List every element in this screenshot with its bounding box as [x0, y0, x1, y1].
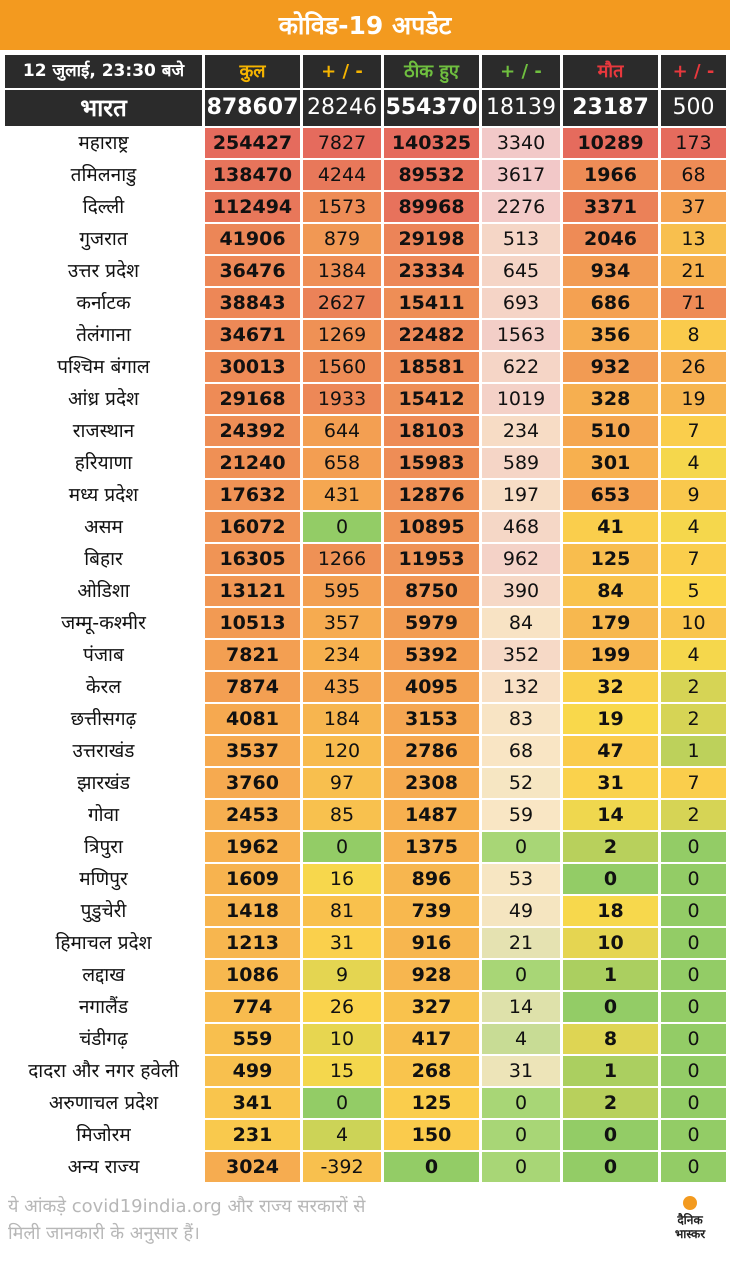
state-total-change: 97	[303, 768, 381, 798]
state-state: चंडीगढ़	[5, 1024, 202, 1054]
state-deaths-change: 8	[661, 320, 726, 350]
dainik-bhaskar-logo	[660, 1196, 720, 1250]
state-deaths-change: 173	[661, 128, 726, 158]
state-total-change: 234	[303, 640, 381, 670]
state-recovered-change: 83	[482, 704, 560, 734]
state-recovered-change: 2276	[482, 192, 560, 222]
state-row	[5, 640, 726, 670]
state-state: मिजोरम	[5, 1120, 202, 1150]
state-deaths: 10289	[563, 128, 658, 158]
state-deaths: 0	[563, 1120, 658, 1150]
state-recovered: 327	[384, 992, 479, 1022]
state-recovered-change: 0	[482, 1120, 560, 1150]
state-deaths: 1	[563, 1056, 658, 1086]
state-deaths: 686	[563, 288, 658, 318]
state-recovered-change: 589	[482, 448, 560, 478]
state-deaths-change: 13	[661, 224, 726, 254]
state-recovered: 29198	[384, 224, 479, 254]
state-state: तेलंगाना	[5, 320, 202, 350]
state-deaths: 19	[563, 704, 658, 734]
state-row	[5, 192, 726, 222]
state-deaths: 199	[563, 640, 658, 670]
state-deaths: 932	[563, 352, 658, 382]
state-row	[5, 352, 726, 382]
state-deaths-change: 0	[661, 1088, 726, 1118]
state-row	[5, 800, 726, 830]
state-total: 1609	[205, 864, 300, 894]
state-deaths-change: 1	[661, 736, 726, 766]
state-total: 138470	[205, 160, 300, 190]
state-total: 29168	[205, 384, 300, 414]
state-recovered-change: 53	[482, 864, 560, 894]
state-total: 499	[205, 1056, 300, 1086]
state-total-change: 357	[303, 608, 381, 638]
state-total-change: 81	[303, 896, 381, 926]
state-recovered: 2308	[384, 768, 479, 798]
state-total-change: 1266	[303, 544, 381, 574]
state-deaths-change: 19	[661, 384, 726, 414]
state-state: असम	[5, 512, 202, 542]
state-recovered-change: 1563	[482, 320, 560, 350]
state-deaths: 653	[563, 480, 658, 510]
state-total: 1213	[205, 928, 300, 958]
india-name: भारत	[5, 90, 202, 126]
others-recovered: 0	[384, 1152, 479, 1182]
state-deaths: 125	[563, 544, 658, 574]
state-deaths-change: 71	[661, 288, 726, 318]
state-row	[5, 576, 726, 606]
state-recovered: 89968	[384, 192, 479, 222]
state-deaths: 10	[563, 928, 658, 958]
state-deaths: 1	[563, 960, 658, 990]
state-total: 13121	[205, 576, 300, 606]
state-row	[5, 288, 726, 318]
state-state: उत्तर प्रदेश	[5, 256, 202, 286]
state-recovered: 18103	[384, 416, 479, 446]
state-recovered: 1375	[384, 832, 479, 862]
state-total-change: 10	[303, 1024, 381, 1054]
state-total: 16305	[205, 544, 300, 574]
india-row	[5, 90, 726, 126]
state-state: राजस्थान	[5, 416, 202, 446]
state-deaths-change: 0	[661, 960, 726, 990]
state-recovered-change: 84	[482, 608, 560, 638]
state-deaths-change: 0	[661, 896, 726, 926]
state-recovered: 22482	[384, 320, 479, 350]
state-deaths-change: 0	[661, 832, 726, 862]
state-row	[5, 768, 726, 798]
state-recovered-change: 14	[482, 992, 560, 1022]
state-recovered-change: 622	[482, 352, 560, 382]
state-total-change: 658	[303, 448, 381, 478]
state-total: 1418	[205, 896, 300, 926]
state-recovered-change: 468	[482, 512, 560, 542]
state-total-change: 26	[303, 992, 381, 1022]
state-recovered: 2786	[384, 736, 479, 766]
state-deaths-change: 10	[661, 608, 726, 638]
state-deaths-change: 26	[661, 352, 726, 382]
state-recovered-change: 390	[482, 576, 560, 606]
header-deaths: मौत	[563, 55, 658, 88]
state-recovered: 150	[384, 1120, 479, 1150]
state-total-change: 0	[303, 512, 381, 542]
state-total-change: 595	[303, 576, 381, 606]
state-recovered-change: 3617	[482, 160, 560, 190]
state-row	[5, 992, 726, 1022]
state-recovered: 1487	[384, 800, 479, 830]
state-recovered: 125	[384, 1088, 479, 1118]
state-recovered-change: 21	[482, 928, 560, 958]
state-deaths-change: 0	[661, 928, 726, 958]
state-row	[5, 1056, 726, 1086]
state-recovered-change: 352	[482, 640, 560, 670]
state-deaths: 84	[563, 576, 658, 606]
india-total: 878607	[205, 90, 300, 126]
state-state: ओडिशा	[5, 576, 202, 606]
state-recovered-change: 52	[482, 768, 560, 798]
state-deaths-change: 0	[661, 992, 726, 1022]
india-recovered: 554370	[384, 90, 479, 126]
state-deaths: 356	[563, 320, 658, 350]
india-deaths: 23187	[563, 90, 658, 126]
state-state: छत्तीसगढ़	[5, 704, 202, 734]
state-state: गोवा	[5, 800, 202, 830]
state-total-change: 1560	[303, 352, 381, 382]
state-state: हरियाणा	[5, 448, 202, 478]
state-deaths: 31	[563, 768, 658, 798]
state-total-change: 1933	[303, 384, 381, 414]
state-state: आंध्र प्रदेश	[5, 384, 202, 414]
state-deaths: 2	[563, 832, 658, 862]
sun-icon	[683, 1196, 697, 1210]
state-row	[5, 448, 726, 478]
state-state: तमिलनाडु	[5, 160, 202, 190]
state-row	[5, 608, 726, 638]
state-recovered-change: 59	[482, 800, 560, 830]
source-note-line1: ये आंकड़े covid19india.org और राज्य सरकारों से	[8, 1196, 366, 1217]
state-deaths-change: 7	[661, 768, 726, 798]
state-total-change: 0	[303, 1088, 381, 1118]
state-total-change: 0	[303, 832, 381, 862]
state-row	[5, 704, 726, 734]
state-deaths: 3371	[563, 192, 658, 222]
state-total: 559	[205, 1024, 300, 1054]
state-state: बिहार	[5, 544, 202, 574]
state-row	[5, 928, 726, 958]
state-recovered: 5392	[384, 640, 479, 670]
state-deaths-change: 7	[661, 544, 726, 574]
state-row	[5, 832, 726, 862]
state-recovered: 4095	[384, 672, 479, 702]
state-recovered: 916	[384, 928, 479, 958]
state-row	[5, 864, 726, 894]
state-deaths-change: 2	[661, 704, 726, 734]
state-deaths: 2046	[563, 224, 658, 254]
state-total: 38843	[205, 288, 300, 318]
state-total: 24392	[205, 416, 300, 446]
state-deaths-change: 2	[661, 800, 726, 830]
state-recovered: 3153	[384, 704, 479, 734]
state-total-change: 31	[303, 928, 381, 958]
state-total-change: 1573	[303, 192, 381, 222]
state-deaths-change: 9	[661, 480, 726, 510]
state-row	[5, 960, 726, 990]
header-row	[5, 55, 726, 88]
state-total-change: 7827	[303, 128, 381, 158]
state-recovered-change: 3340	[482, 128, 560, 158]
state-total: 2453	[205, 800, 300, 830]
state-row	[5, 128, 726, 158]
state-total-change: 879	[303, 224, 381, 254]
state-deaths: 41	[563, 512, 658, 542]
state-deaths-change: 7	[661, 416, 726, 446]
others-recovered-change: 0	[482, 1152, 560, 1182]
state-deaths-change: 0	[661, 864, 726, 894]
state-recovered: 896	[384, 864, 479, 894]
state-recovered: 268	[384, 1056, 479, 1086]
header-recovered: ठीक हुए	[384, 55, 479, 88]
state-deaths-change: 68	[661, 160, 726, 190]
state-deaths-change: 37	[661, 192, 726, 222]
state-state: केरल	[5, 672, 202, 702]
state-total-change: 16	[303, 864, 381, 894]
logo-line1: दैनिक	[677, 1213, 703, 1227]
state-state: लद्दाख	[5, 960, 202, 990]
state-row	[5, 256, 726, 286]
others-deaths-change: 0	[661, 1152, 726, 1182]
state-deaths-change: 4	[661, 512, 726, 542]
state-state: अरुणाचल प्रदेश	[5, 1088, 202, 1118]
state-total: 34671	[205, 320, 300, 350]
state-deaths-change: 2	[661, 672, 726, 702]
state-state: उत्तराखंड	[5, 736, 202, 766]
state-deaths: 934	[563, 256, 658, 286]
state-total-change: 15	[303, 1056, 381, 1086]
others-row	[5, 1152, 726, 1182]
state-recovered-change: 645	[482, 256, 560, 286]
header-total: कुल	[205, 55, 300, 88]
state-recovered: 15411	[384, 288, 479, 318]
state-total: 112494	[205, 192, 300, 222]
state-total: 41906	[205, 224, 300, 254]
state-total-change: 184	[303, 704, 381, 734]
others-total-change: -392	[303, 1152, 381, 1182]
state-row	[5, 512, 726, 542]
state-recovered: 5979	[384, 608, 479, 638]
state-row	[5, 672, 726, 702]
state-deaths: 18	[563, 896, 658, 926]
state-row	[5, 320, 726, 350]
state-deaths-change: 5	[661, 576, 726, 606]
header-total-change: + / -	[303, 55, 381, 88]
state-total-change: 2627	[303, 288, 381, 318]
state-state: पुडुचेरी	[5, 896, 202, 926]
state-recovered: 18581	[384, 352, 479, 382]
state-deaths-change: 21	[661, 256, 726, 286]
state-recovered-change: 0	[482, 960, 560, 990]
state-state: दिल्ली	[5, 192, 202, 222]
state-total: 774	[205, 992, 300, 1022]
state-deaths: 47	[563, 736, 658, 766]
state-row	[5, 1120, 726, 1150]
state-total: 16072	[205, 512, 300, 542]
state-total: 21240	[205, 448, 300, 478]
state-recovered-change: 513	[482, 224, 560, 254]
state-state: झारखंड	[5, 768, 202, 798]
state-total: 231	[205, 1120, 300, 1150]
state-total-change: 4	[303, 1120, 381, 1150]
state-total: 1962	[205, 832, 300, 862]
state-total: 36476	[205, 256, 300, 286]
state-deaths: 510	[563, 416, 658, 446]
state-total: 3760	[205, 768, 300, 798]
state-total: 341	[205, 1088, 300, 1118]
state-total-change: 435	[303, 672, 381, 702]
state-total-change: 120	[303, 736, 381, 766]
state-deaths: 1966	[563, 160, 658, 190]
state-state: पश्चिम बंगाल	[5, 352, 202, 382]
state-deaths: 0	[563, 864, 658, 894]
page-title: कोविड-19 अपडेट	[0, 0, 730, 50]
state-recovered-change: 197	[482, 480, 560, 510]
state-deaths: 179	[563, 608, 658, 638]
state-total-change: 4244	[303, 160, 381, 190]
state-deaths: 301	[563, 448, 658, 478]
state-deaths: 32	[563, 672, 658, 702]
state-state: जम्मू-कश्मीर	[5, 608, 202, 638]
state-total-change: 9	[303, 960, 381, 990]
state-total-change: 431	[303, 480, 381, 510]
state-recovered: 10895	[384, 512, 479, 542]
state-state: नगालैंड	[5, 992, 202, 1022]
others-deaths: 0	[563, 1152, 658, 1182]
state-recovered-change: 4	[482, 1024, 560, 1054]
state-total: 30013	[205, 352, 300, 382]
state-total-change: 644	[303, 416, 381, 446]
state-total-change: 1269	[303, 320, 381, 350]
state-recovered: 89532	[384, 160, 479, 190]
india-recovered-change: 18139	[482, 90, 560, 126]
state-recovered: 928	[384, 960, 479, 990]
state-row	[5, 896, 726, 926]
state-state: गुजरात	[5, 224, 202, 254]
state-recovered: 15412	[384, 384, 479, 414]
logo-line2: भास्कर	[674, 1227, 706, 1241]
state-deaths-change: 0	[661, 1120, 726, 1150]
india-total-change: 28246	[303, 90, 381, 126]
state-recovered-change: 234	[482, 416, 560, 446]
state-recovered: 23334	[384, 256, 479, 286]
source-note	[8, 1193, 458, 1247]
state-recovered: 140325	[384, 128, 479, 158]
state-state: कर्नाटक	[5, 288, 202, 318]
state-deaths: 0	[563, 992, 658, 1022]
header-deaths-change: + / -	[661, 55, 726, 88]
state-state: त्रिपुरा	[5, 832, 202, 862]
state-recovered-change: 693	[482, 288, 560, 318]
state-state: दादरा और नगर हवेली	[5, 1056, 202, 1086]
state-recovered-change: 1019	[482, 384, 560, 414]
state-total: 3537	[205, 736, 300, 766]
state-deaths-change: 4	[661, 640, 726, 670]
state-row	[5, 1088, 726, 1118]
state-deaths: 328	[563, 384, 658, 414]
state-deaths: 8	[563, 1024, 658, 1054]
source-note-line2: मिली जानकारी के अनुसार हैं।	[8, 1223, 200, 1244]
state-recovered-change: 31	[482, 1056, 560, 1086]
state-recovered: 11953	[384, 544, 479, 574]
state-recovered-change: 49	[482, 896, 560, 926]
header-date: 12 जुलाई, 23:30 बजे	[5, 55, 202, 88]
state-recovered-change: 68	[482, 736, 560, 766]
others-total: 3024	[205, 1152, 300, 1182]
state-row	[5, 384, 726, 414]
state-total-change: 1384	[303, 256, 381, 286]
state-total: 7821	[205, 640, 300, 670]
state-total: 10513	[205, 608, 300, 638]
state-row	[5, 1024, 726, 1054]
state-deaths: 2	[563, 1088, 658, 1118]
state-recovered-change: 0	[482, 832, 560, 862]
state-total: 1086	[205, 960, 300, 990]
state-deaths-change: 4	[661, 448, 726, 478]
state-row	[5, 544, 726, 574]
state-total: 17632	[205, 480, 300, 510]
state-total: 254427	[205, 128, 300, 158]
state-total-change: 85	[303, 800, 381, 830]
state-deaths-change: 0	[661, 1056, 726, 1086]
covid-table	[2, 53, 729, 1184]
state-row	[5, 736, 726, 766]
india-deaths-change: 500	[661, 90, 726, 126]
others-state: अन्य राज्य	[5, 1152, 202, 1182]
state-recovered: 417	[384, 1024, 479, 1054]
state-state: महाराष्ट्र	[5, 128, 202, 158]
state-recovered-change: 962	[482, 544, 560, 574]
state-row	[5, 160, 726, 190]
state-recovered-change: 132	[482, 672, 560, 702]
state-deaths-change: 0	[661, 1024, 726, 1054]
state-row	[5, 480, 726, 510]
state-state: पंजाब	[5, 640, 202, 670]
state-state: मध्य प्रदेश	[5, 480, 202, 510]
state-state: हिमाचल प्रदेश	[5, 928, 202, 958]
state-recovered: 15983	[384, 448, 479, 478]
state-deaths: 14	[563, 800, 658, 830]
state-state: मणिपुर	[5, 864, 202, 894]
state-total: 4081	[205, 704, 300, 734]
state-recovered: 8750	[384, 576, 479, 606]
state-total: 7874	[205, 672, 300, 702]
state-recovered-change: 0	[482, 1088, 560, 1118]
state-recovered: 739	[384, 896, 479, 926]
header-recovered-change: + / -	[482, 55, 560, 88]
state-row	[5, 416, 726, 446]
state-recovered: 12876	[384, 480, 479, 510]
state-row	[5, 224, 726, 254]
